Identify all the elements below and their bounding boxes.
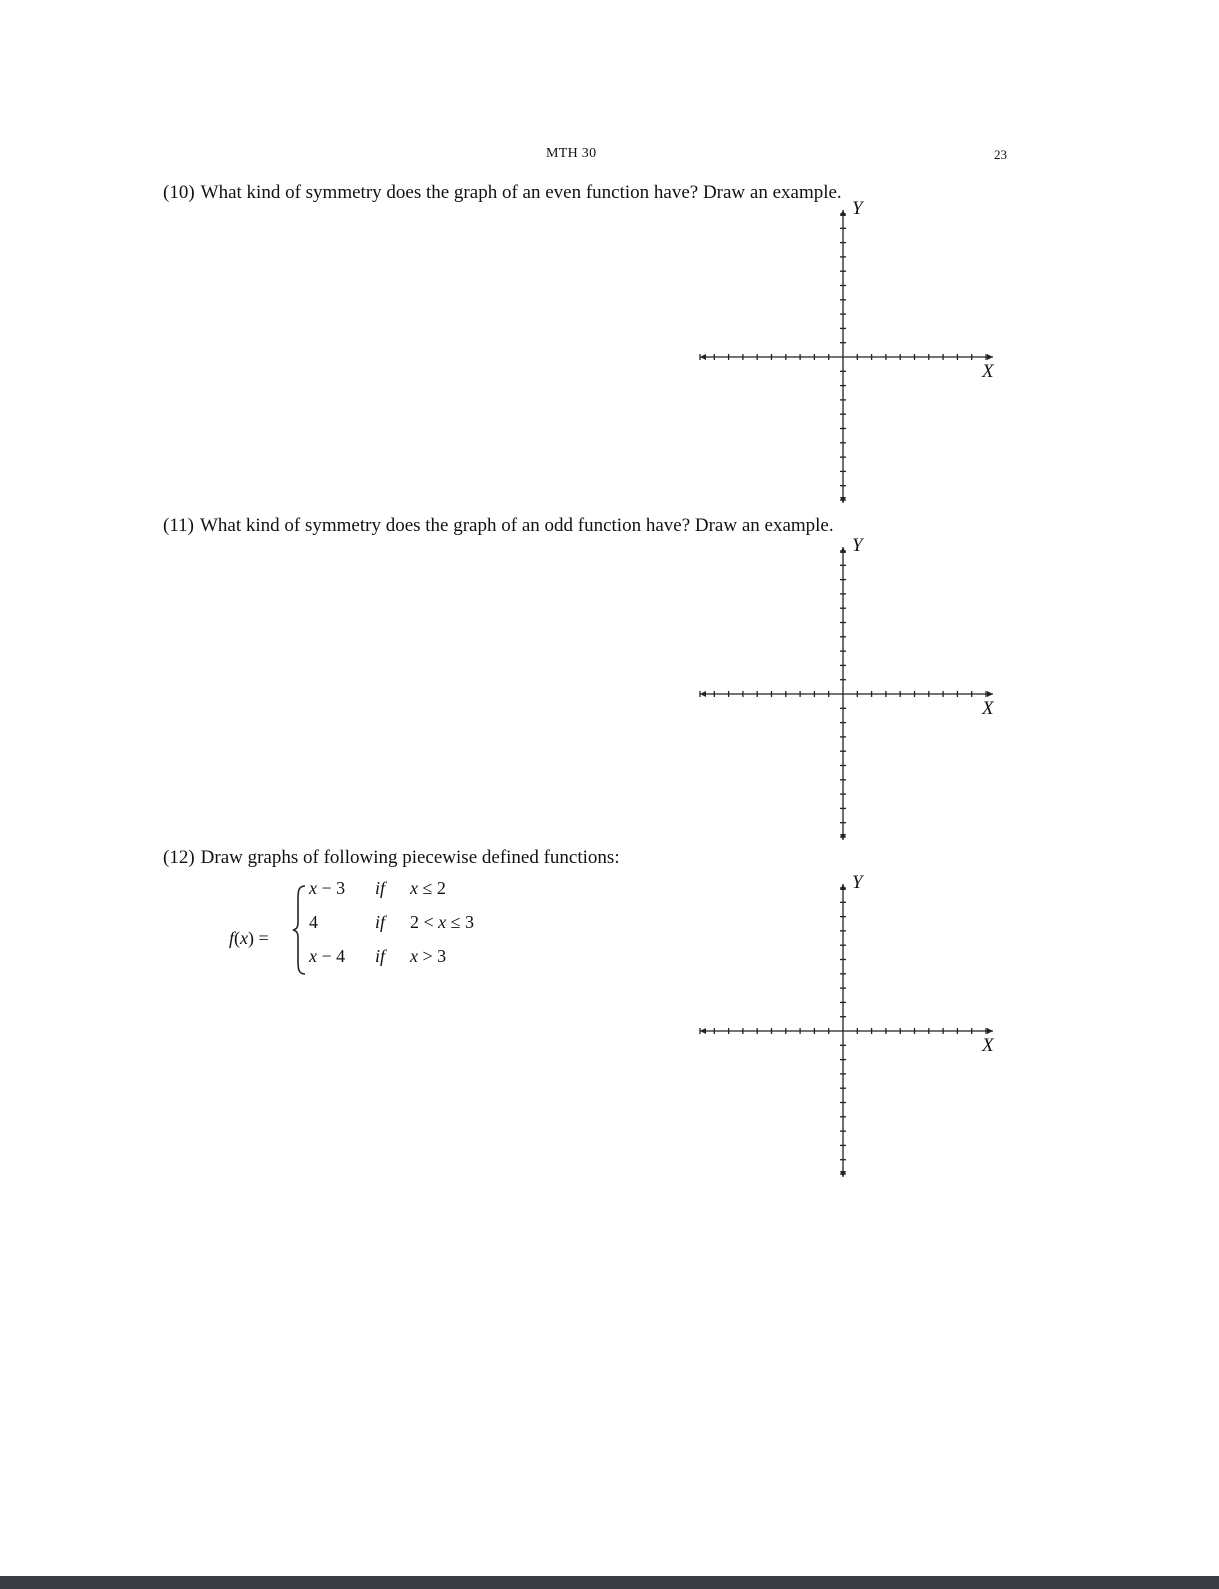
question-number: (10) bbox=[163, 182, 195, 203]
left-brace bbox=[292, 884, 308, 976]
y-axis-label: Y bbox=[852, 198, 863, 219]
page-number: 23 bbox=[994, 147, 1007, 162]
question-10 bbox=[163, 182, 842, 204]
y-axis-arrow-up bbox=[840, 210, 846, 216]
course-header: MTH 30 bbox=[546, 146, 597, 161]
case-expr: 4 bbox=[309, 912, 318, 932]
x-axis-arrow-left bbox=[700, 354, 706, 360]
question-text: Draw graphs of following piecewise defined functions: bbox=[200, 847, 620, 868]
x-axis-label: X bbox=[982, 1035, 994, 1056]
case-expr-var: x bbox=[309, 878, 317, 898]
y-axis-arrow-down bbox=[840, 834, 846, 840]
x-axis-label: X bbox=[982, 361, 994, 382]
question-11 bbox=[163, 515, 834, 537]
question-text: What kind of symmetry does the graph of an odd function have? Draw an example. bbox=[199, 515, 834, 536]
viewer-bottom-bar bbox=[0, 1576, 1219, 1589]
case-cond-post: ≤ 3 bbox=[446, 912, 475, 932]
case-if-keyword: if bbox=[375, 912, 386, 932]
case-cond-post: ≤ 2 bbox=[418, 878, 446, 898]
piecewise-function-lhs bbox=[229, 928, 269, 949]
y-axis-arrow-down bbox=[840, 497, 846, 503]
lhs-open-paren: ( bbox=[234, 928, 241, 948]
question-12 bbox=[163, 847, 620, 869]
y-axis-arrow-down bbox=[840, 1171, 846, 1177]
y-axis-arrow-up bbox=[840, 884, 846, 890]
case-expr: − 3 bbox=[317, 878, 346, 898]
x-axis-arrow-right bbox=[987, 1028, 993, 1034]
question-number: (12) bbox=[163, 847, 195, 868]
question-text: What kind of symmetry does the graph of an even function have? Draw an example. bbox=[200, 182, 842, 203]
case-expr: − 4 bbox=[317, 946, 346, 966]
lhs-close-paren: ) bbox=[248, 928, 255, 948]
y-axis-label: Y bbox=[852, 535, 863, 556]
case-cond-var: x bbox=[410, 878, 418, 898]
x-axis-arrow-right bbox=[987, 354, 993, 360]
x-axis-arrow-right bbox=[987, 691, 993, 697]
x-axis-label: X bbox=[982, 698, 994, 719]
x-axis-arrow-left bbox=[700, 691, 706, 697]
question-number: (11) bbox=[163, 515, 194, 536]
x-axis-arrow-left bbox=[700, 1028, 706, 1034]
case-if-keyword: if bbox=[375, 878, 386, 898]
equals-sign: = bbox=[254, 928, 269, 948]
case-cond-var: x bbox=[410, 946, 418, 966]
lhs-variable: x bbox=[240, 928, 249, 948]
case-if-keyword: if bbox=[375, 946, 386, 966]
case-cond-var: x bbox=[438, 912, 447, 932]
function-name: f bbox=[229, 928, 235, 948]
case-cond-pre: 2 < bbox=[410, 912, 439, 932]
case-expr-var: x bbox=[309, 946, 317, 966]
y-axis-label: Y bbox=[852, 872, 863, 893]
case-cond-post: > 3 bbox=[418, 946, 447, 966]
y-axis-arrow-up bbox=[840, 547, 846, 553]
